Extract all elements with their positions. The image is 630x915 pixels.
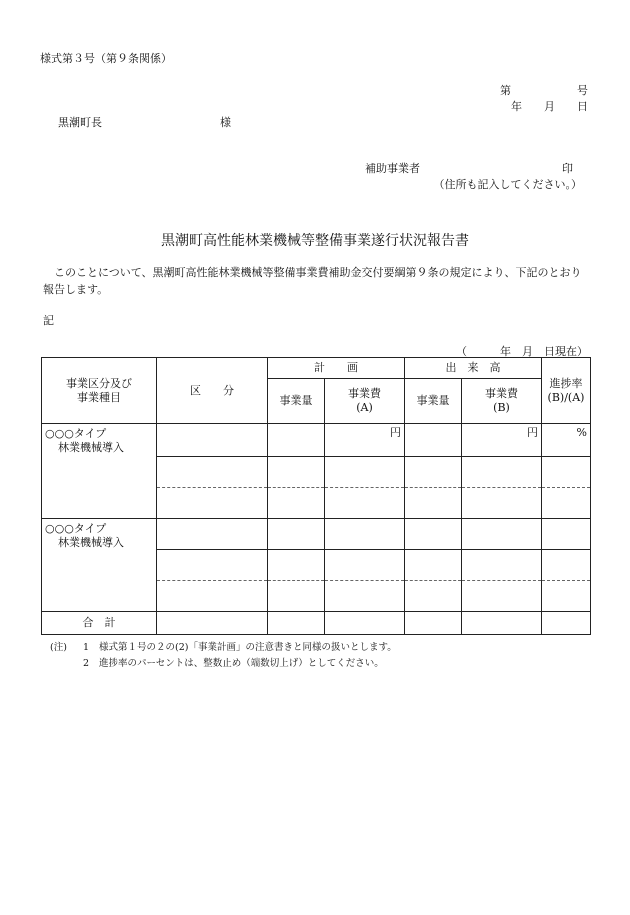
total-label: 合 計 xyxy=(42,612,157,635)
applicant-label: 補助事業者 xyxy=(365,162,420,175)
header-plan: 計 画 xyxy=(268,358,405,379)
address-note: （住所も記入してください。） xyxy=(433,178,582,191)
kubun-cell xyxy=(157,488,268,519)
plan-qty-cell xyxy=(268,581,325,612)
actual-qty-cell xyxy=(405,550,462,581)
total-plan-cost-cell xyxy=(325,612,405,635)
actual-qty-cell xyxy=(405,457,462,488)
plan-cost-cell xyxy=(325,457,405,488)
plan-qty-cell xyxy=(268,457,325,488)
header-actual-qty: 事業量 xyxy=(405,379,462,424)
progress-cell: % xyxy=(542,424,591,457)
document-number-line: 第 号 xyxy=(500,84,588,97)
progress-cell xyxy=(542,488,591,519)
progress-cell xyxy=(542,457,591,488)
total-kubun-cell xyxy=(157,612,268,635)
note-item: 2 進捗率のパーセントは、整数止め（端数切上げ）としてください。 xyxy=(83,658,384,669)
kubun-cell xyxy=(157,424,268,457)
kubun-cell xyxy=(157,550,268,581)
actual-cost-cell xyxy=(462,581,542,612)
header-actual-cost: 事業費 (B) xyxy=(462,379,542,424)
header-actual: 出 来 高 xyxy=(405,358,542,379)
actual-qty-cell xyxy=(405,488,462,519)
actual-cost-cell xyxy=(462,488,542,519)
header-plan-cost: 事業費 (A) xyxy=(325,379,405,424)
honorific: 様 xyxy=(220,116,231,129)
as-of-date: （ 年 月 日現在） xyxy=(456,345,588,358)
plan-qty-cell xyxy=(268,488,325,519)
plan-cost-cell: 円 xyxy=(325,424,405,457)
header-category: 事業区分及び 事業種目 xyxy=(42,358,157,424)
total-actual-qty-cell xyxy=(405,612,462,635)
progress-cell xyxy=(542,519,591,550)
actual-cost-cell xyxy=(462,519,542,550)
total-plan-qty-cell xyxy=(268,612,325,635)
actual-cost-cell xyxy=(462,457,542,488)
plan-cost-cell xyxy=(325,581,405,612)
addressee: 黒潮町長 xyxy=(58,116,102,129)
header-plan-qty: 事業量 xyxy=(268,379,325,424)
actual-cost-cell: 円 xyxy=(462,424,542,457)
kubun-cell xyxy=(157,457,268,488)
form-number: 様式第３号（第９条関係） xyxy=(40,52,172,65)
date-line: 年 月 日 xyxy=(511,100,588,113)
category-cell: ○○○タイプ 林業機械導入 xyxy=(42,519,157,612)
note-item: (注) 1 様式第１号の２の(2)「事業計画」の注意書きと同様の扱いとします。 xyxy=(50,642,397,653)
category-cell: ○○○タイプ 林業機械導入 xyxy=(42,424,157,519)
plan-qty-cell xyxy=(268,424,325,457)
kubun-cell xyxy=(157,581,268,612)
progress-cell xyxy=(542,581,591,612)
total-actual-cost-cell xyxy=(462,612,542,635)
plan-cost-cell xyxy=(325,550,405,581)
plan-qty-cell xyxy=(268,550,325,581)
document-title: 黒潮町高性能林業機械等整備事業遂行状況報告書 xyxy=(161,233,469,249)
progress-cell xyxy=(542,550,591,581)
notes xyxy=(50,640,397,672)
actual-qty-cell xyxy=(405,581,462,612)
plan-cost-cell xyxy=(325,488,405,519)
ki-heading: 記 xyxy=(43,314,54,327)
body-text: このことについて、黒潮町高性能林業機械等整備事業費補助金交付要綱第９条の規定により、下記のとおり報告します。 xyxy=(43,266,582,296)
header-kubun: 区 分 xyxy=(157,358,268,424)
status-report-table xyxy=(41,357,591,635)
plan-qty-cell xyxy=(268,519,325,550)
actual-qty-cell xyxy=(405,424,462,457)
kubun-cell xyxy=(157,519,268,550)
seal-mark: 印 xyxy=(562,162,573,175)
header-progress: 進捗率 (B)/(A) xyxy=(542,358,591,424)
plan-cost-cell xyxy=(325,519,405,550)
actual-qty-cell xyxy=(405,519,462,550)
total-progress-cell xyxy=(542,612,591,635)
actual-cost-cell xyxy=(462,550,542,581)
